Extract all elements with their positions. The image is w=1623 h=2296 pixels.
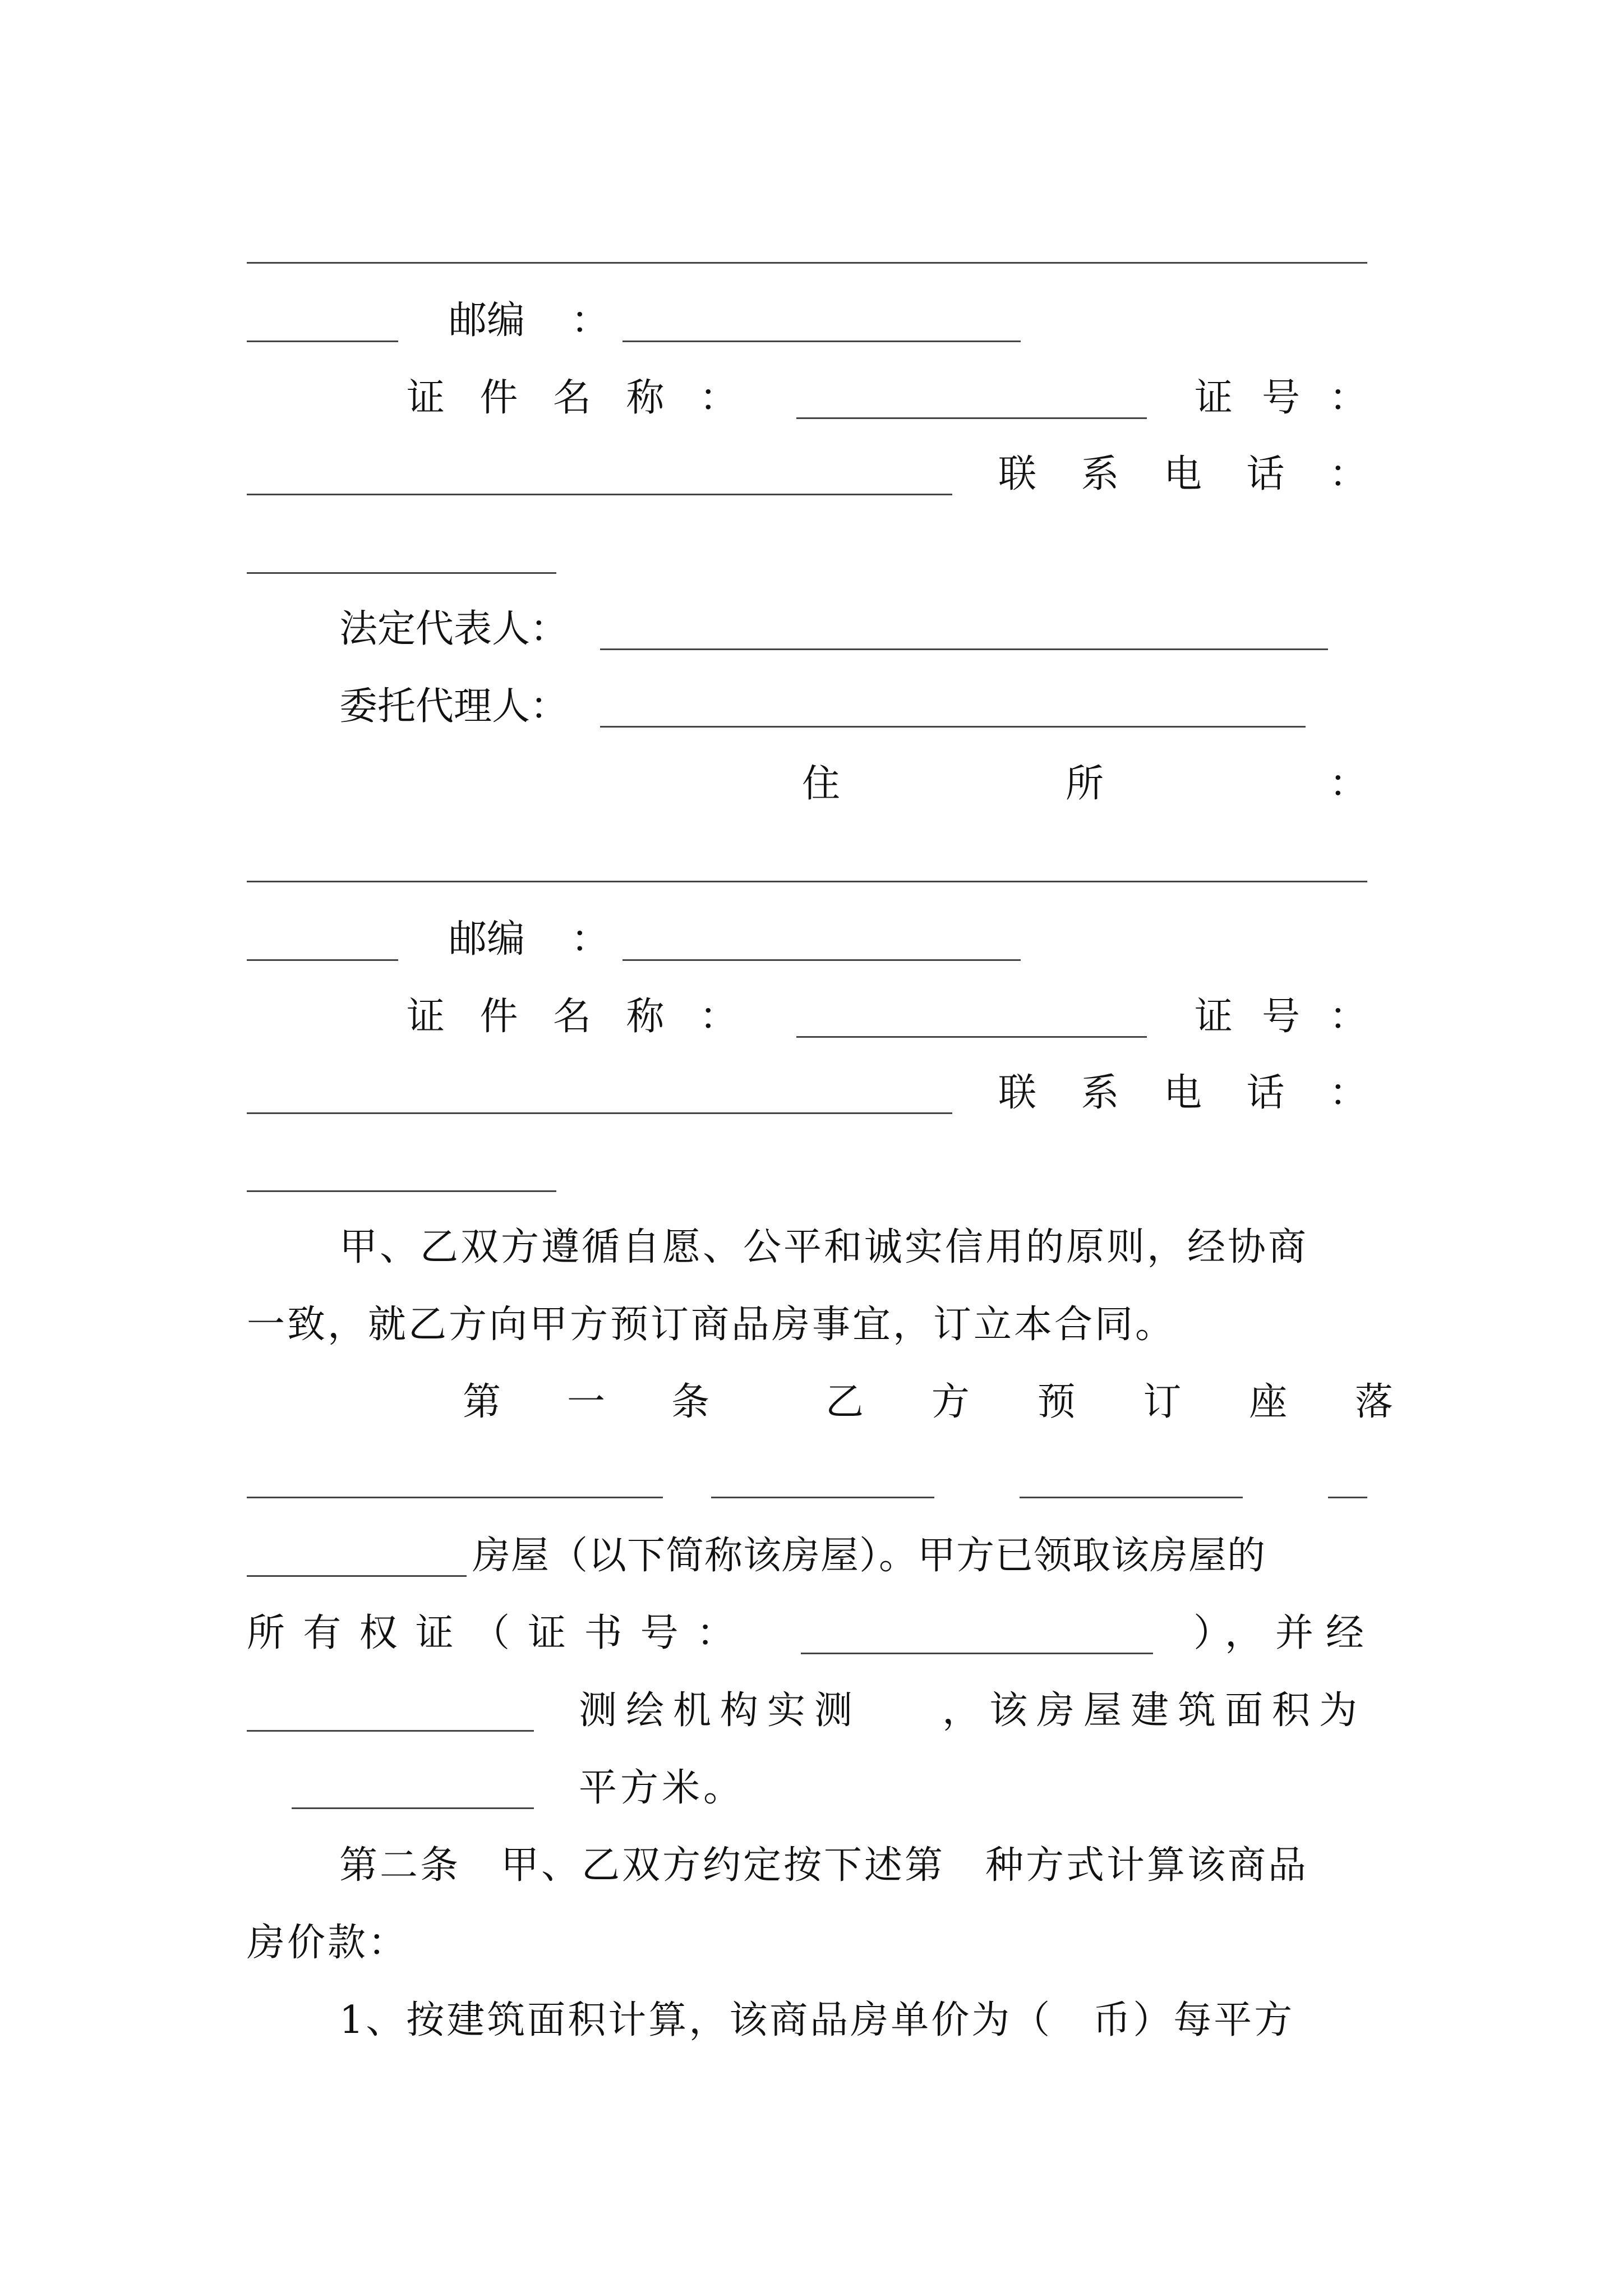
id-type-label: 证 件 名 称 ： bbox=[407, 995, 737, 1039]
survey-org-blank[interactable] bbox=[247, 1730, 534, 1732]
postcode-colon: ： bbox=[571, 298, 610, 343]
id-type-label: 证 件 名 称 ： bbox=[407, 376, 737, 420]
phone-label: 联 系 电 话 ： bbox=[998, 452, 1367, 496]
address-blank-line[interactable] bbox=[247, 262, 1367, 264]
article2-item-1: 1、按建筑面积计算，该商品房单价为（ 币）每平方 bbox=[339, 1998, 1295, 2042]
phone-label: 联 系 电 话 ： bbox=[998, 1071, 1367, 1115]
postcode-lead-blank[interactable] bbox=[247, 341, 398, 342]
preamble-line-1: 甲、乙双方遵循自愿、公平和诚实信用的原则，经协商 bbox=[339, 1225, 1309, 1269]
article2-line-1: 第二条 甲、乙双方约定按下述第 种方式计算该商品 bbox=[339, 1843, 1309, 1888]
id-no-blank[interactable] bbox=[247, 494, 952, 495]
id-type-blank[interactable] bbox=[796, 1036, 1147, 1038]
agent-blank[interactable] bbox=[600, 726, 1306, 728]
sqm-text: 平方米。 bbox=[579, 1766, 745, 1810]
preamble-line-2: 一致，就乙方向甲方预订商品房事宜，订立本合同。 bbox=[247, 1303, 1176, 1347]
area-blank[interactable] bbox=[292, 1807, 534, 1809]
article1-heading-left: 第 一 条 bbox=[463, 1380, 709, 1424]
postcode-blank[interactable] bbox=[623, 959, 1021, 961]
area-text: ，该房屋建筑面积为 bbox=[942, 1688, 1367, 1733]
location-blank-5[interactable] bbox=[247, 1575, 467, 1577]
phone-blank[interactable] bbox=[247, 1190, 556, 1192]
postcode-blank[interactable] bbox=[623, 341, 1021, 342]
postcode-lead-blank[interactable] bbox=[247, 959, 398, 961]
article1-heading-right: 乙 方 预 订 座 落 bbox=[826, 1380, 1393, 1424]
cert-no-blank[interactable] bbox=[801, 1653, 1153, 1654]
postcode-label: 邮编 bbox=[449, 917, 525, 961]
postcode-colon: ： bbox=[571, 917, 610, 961]
agent-label: 委托代理人： bbox=[339, 684, 569, 729]
location-blank-4[interactable] bbox=[1328, 1497, 1367, 1498]
phone-blank[interactable] bbox=[247, 572, 556, 574]
legal-rep-label: 法定代表人： bbox=[339, 607, 569, 651]
postcode-label: 邮编 bbox=[449, 298, 525, 343]
article2-line-2: 房价款： bbox=[247, 1921, 409, 1965]
id-no-blank[interactable] bbox=[247, 1112, 952, 1114]
location-blank-1[interactable] bbox=[247, 1497, 663, 1498]
legal-rep-blank[interactable] bbox=[600, 648, 1328, 650]
address-label: 住 所 ： bbox=[802, 762, 1367, 806]
id-type-blank[interactable] bbox=[796, 417, 1147, 419]
location-blank-2[interactable] bbox=[711, 1497, 934, 1498]
location-blank-3[interactable] bbox=[1020, 1497, 1243, 1498]
id-no-label: 证 号 ： bbox=[1195, 376, 1367, 420]
survey-text: 测绘机构实测 bbox=[579, 1688, 862, 1733]
cert-close-text: ），并经 bbox=[1193, 1611, 1377, 1655]
address-blank-line[interactable] bbox=[247, 881, 1367, 882]
cert-label: 所 有 权 证 （ 证 书 号 ： bbox=[247, 1611, 735, 1655]
house-text: 房屋（以下简称该房屋）。甲方已领取该房屋的 bbox=[472, 1534, 1266, 1578]
id-no-label: 证 号 ： bbox=[1195, 995, 1367, 1039]
